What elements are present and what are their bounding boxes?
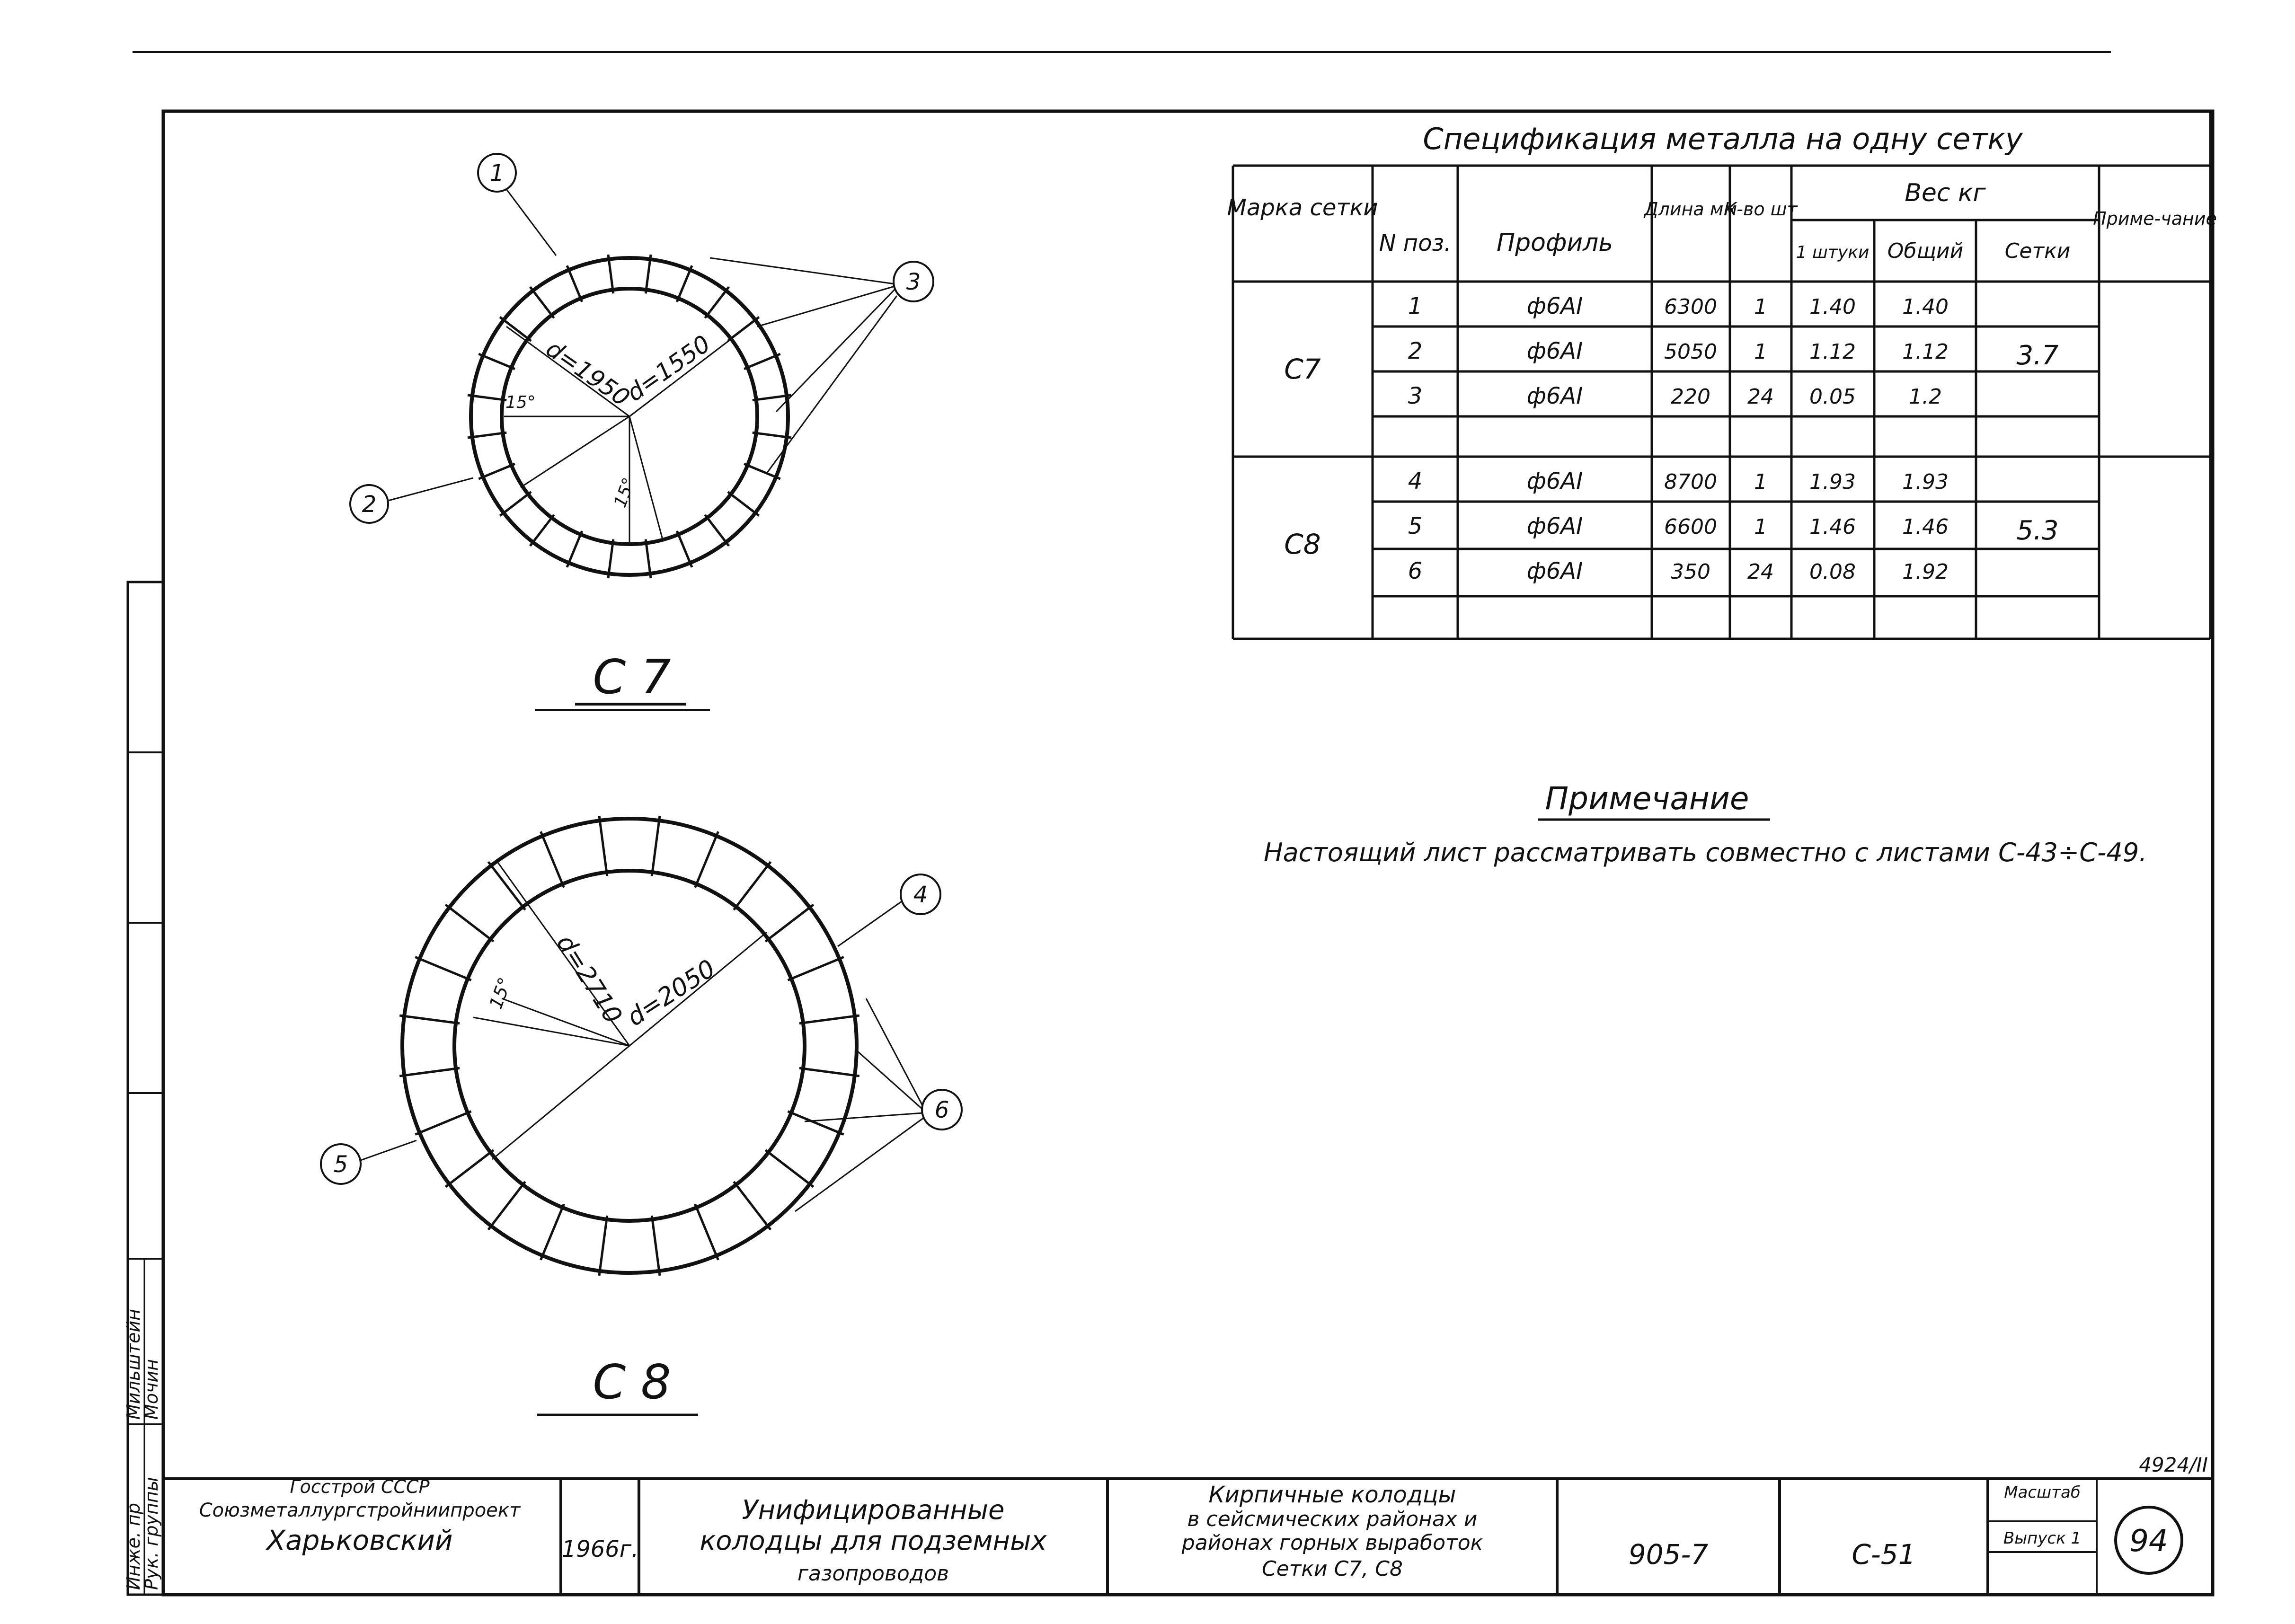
qty-cell: 24 <box>1747 560 1774 584</box>
c7-bar <box>478 464 515 479</box>
c8-bar <box>415 1112 471 1135</box>
profile-cell: ф6АI <box>1526 513 1583 539</box>
hdr-pos: N поз. <box>1379 230 1452 256</box>
pos-cell: 4 <box>1408 468 1423 494</box>
pos-cell: 5 <box>1408 513 1423 539</box>
c8-callout-6-label: 6 <box>934 1097 949 1123</box>
spec-body <box>1284 293 2059 584</box>
c8-bar <box>445 905 494 942</box>
c7-bar <box>705 287 729 318</box>
spec-title: Спецификация металла на одну сетку <box>1423 122 2023 156</box>
profile-cell: ф6АI <box>1526 293 1583 319</box>
weight-unit-cell: 1.40 <box>1809 295 1856 319</box>
c8-bar <box>695 831 718 887</box>
weight-total-cell: 1.93 <box>1902 470 1949 494</box>
length-cell: 6300 <box>1664 295 1717 319</box>
c8-bar <box>488 1182 525 1230</box>
profile-cell: ф6АI <box>1526 558 1583 584</box>
org-line1: Госстрой СССР <box>290 1476 430 1497</box>
hdr-w-grid: Сетки <box>2004 239 2071 263</box>
figure-c7 <box>350 154 933 710</box>
weight-total-cell: 1.46 <box>1902 515 1949 539</box>
c8-bar <box>799 1068 860 1076</box>
qty-cell: 24 <box>1747 385 1774 409</box>
c8-bar <box>599 816 607 876</box>
pos-cell: 1 <box>1408 293 1423 319</box>
c8-bar <box>695 1204 718 1260</box>
sheet-title-3: районах горных выработок <box>1181 1531 1483 1555</box>
figure-c8 <box>321 816 962 1415</box>
weight-total-cell: 1.40 <box>1902 295 1949 319</box>
c8-title: С 8 <box>593 1354 671 1410</box>
weight-unit-cell: 1.12 <box>1809 340 1856 364</box>
grid-mark: С7 <box>1284 353 1321 385</box>
hdr-weight: Вес кг <box>1905 179 1986 207</box>
c8-bar <box>652 1216 660 1276</box>
c8-bar <box>788 957 843 980</box>
c7-bar <box>728 492 759 516</box>
series-title-3: газопроводов <box>797 1562 949 1586</box>
note-block <box>1264 780 2147 867</box>
hdr-qty: К-во шт <box>1724 199 1798 220</box>
c7-angle-2: 15° <box>610 475 639 511</box>
c8-d-outer: d=2710 <box>550 930 628 1029</box>
qty-cell: 1 <box>1754 295 1767 319</box>
hdr-w-unit: 1 штуки <box>1796 243 1870 262</box>
weight-total-cell: 1.12 <box>1902 340 1949 364</box>
archive-number: 4924/II <box>2139 1453 2208 1476</box>
c7-bar <box>500 317 531 341</box>
sheet-title-2: в сейсмических районах и <box>1187 1507 1478 1531</box>
c7-bar <box>500 492 531 516</box>
c7-bar <box>567 531 582 567</box>
c7-bar <box>530 515 554 546</box>
sheet-title-4: Сетки С7, С8 <box>1262 1557 1403 1581</box>
note-text: Настоящий лист рассматривать совместно с листами С-43÷С-49. <box>1264 838 2147 867</box>
c7-bar <box>530 287 554 318</box>
profile-cell: ф6АI <box>1526 383 1583 409</box>
page-number: 94 <box>2129 1524 2168 1559</box>
grid-mark: С8 <box>1284 528 1321 560</box>
c8-bar <box>399 1015 460 1024</box>
length-cell: 6600 <box>1664 515 1717 539</box>
c7-bar <box>567 265 582 302</box>
weight-unit-cell: 1.93 <box>1809 470 1856 494</box>
grid-weight: 5.3 <box>2016 515 2059 546</box>
c8-bar <box>488 862 525 910</box>
side-stamp <box>123 582 163 1595</box>
c7-bar <box>677 265 692 302</box>
profile-cell: ф6АI <box>1526 338 1583 364</box>
qty-cell: 1 <box>1754 470 1767 494</box>
hdr-note: Приме-чание <box>2093 208 2217 229</box>
org-line2: Союзметаллургстройниипроект <box>199 1500 521 1521</box>
hdr-profile: Профиль <box>1496 229 1613 257</box>
length-cell: 8700 <box>1664 470 1717 494</box>
c7-title: С 7 <box>593 649 671 705</box>
c7-bar <box>744 354 780 369</box>
c8-callout-4-label: 4 <box>913 882 928 908</box>
series-title-1: Унифицированные <box>742 1495 1005 1526</box>
side-label-2: Рук. группы <box>141 1477 162 1590</box>
series-title-2: колодцы для подземных <box>700 1526 1047 1556</box>
year: 1966г. <box>561 1536 639 1562</box>
hdr-w-total: Общий <box>1887 239 1964 263</box>
c7-bar <box>744 464 780 479</box>
weight-unit-cell: 1.46 <box>1809 515 1856 539</box>
c8-bar <box>541 1204 564 1260</box>
c8-bar <box>445 1150 494 1187</box>
c7-callout-1-label: 1 <box>489 160 505 186</box>
c8-bar <box>799 1015 860 1024</box>
length-cell: 220 <box>1671 385 1710 409</box>
c8-bar <box>541 831 564 887</box>
profile-cell: ф6АI <box>1526 468 1583 494</box>
length-cell: 350 <box>1671 560 1710 584</box>
side-name-1: Мильштейн <box>123 1309 144 1420</box>
c8-bar <box>765 1150 814 1187</box>
c7-bar <box>478 354 515 369</box>
c8-bar <box>599 1216 607 1276</box>
c7-bar <box>705 515 729 546</box>
length-cell: 5050 <box>1664 340 1717 364</box>
qty-cell: 1 <box>1754 340 1767 364</box>
c7-angle-1: 15° <box>505 393 536 412</box>
c8-d-inner: d=2050 <box>622 954 721 1032</box>
pos-cell: 3 <box>1408 383 1423 409</box>
side-label-1: Инже. пр <box>123 1502 144 1590</box>
c7-d-inner: d=1550 <box>621 330 716 407</box>
note-heading: Примечание <box>1545 780 1749 817</box>
hdr-mark: Марка сетки <box>1227 194 1378 221</box>
c7-callout-3-label: 3 <box>906 269 921 295</box>
hdr-length: Длина мм <box>1644 199 1737 220</box>
pos-cell: 2 <box>1408 338 1423 364</box>
c8-bar <box>788 1112 843 1135</box>
c8-bar <box>734 1182 771 1230</box>
c8-bar <box>765 905 814 942</box>
qty-cell: 1 <box>1754 515 1767 539</box>
c8-angle: 15° <box>485 974 516 1012</box>
c8-callout-5-label: 5 <box>333 1151 348 1178</box>
c7-d-outer: d=1950 <box>541 335 635 412</box>
weight-total-cell: 1.92 <box>1902 560 1949 584</box>
sheet-code: С-51 <box>1852 1538 1916 1571</box>
c7-bar <box>677 531 692 567</box>
weight-unit-cell: 0.08 <box>1809 560 1856 584</box>
pos-cell: 6 <box>1408 558 1423 584</box>
c8-bar <box>399 1068 460 1076</box>
c8-bar <box>734 862 771 910</box>
weight-unit-cell: 0.05 <box>1809 385 1856 409</box>
scale-label: Масштаб <box>2004 1483 2081 1502</box>
issue-label: Выпуск 1 <box>2003 1529 2082 1548</box>
spec-table <box>1233 111 2210 639</box>
side-name-2: Мочин <box>141 1359 162 1420</box>
sheet-title-1: Кирпичные колодцы <box>1208 1482 1456 1508</box>
c7-bar <box>728 317 759 341</box>
org-line3: Харьковский <box>266 1524 453 1556</box>
weight-total-cell: 1.2 <box>1909 385 1942 409</box>
c7-callout-2-label: 2 <box>362 491 377 518</box>
grid-weight: 3.7 <box>2016 340 2059 371</box>
c8-bar <box>652 816 660 876</box>
project-number: 905-7 <box>1628 1538 1709 1571</box>
c8-bar <box>415 957 471 980</box>
